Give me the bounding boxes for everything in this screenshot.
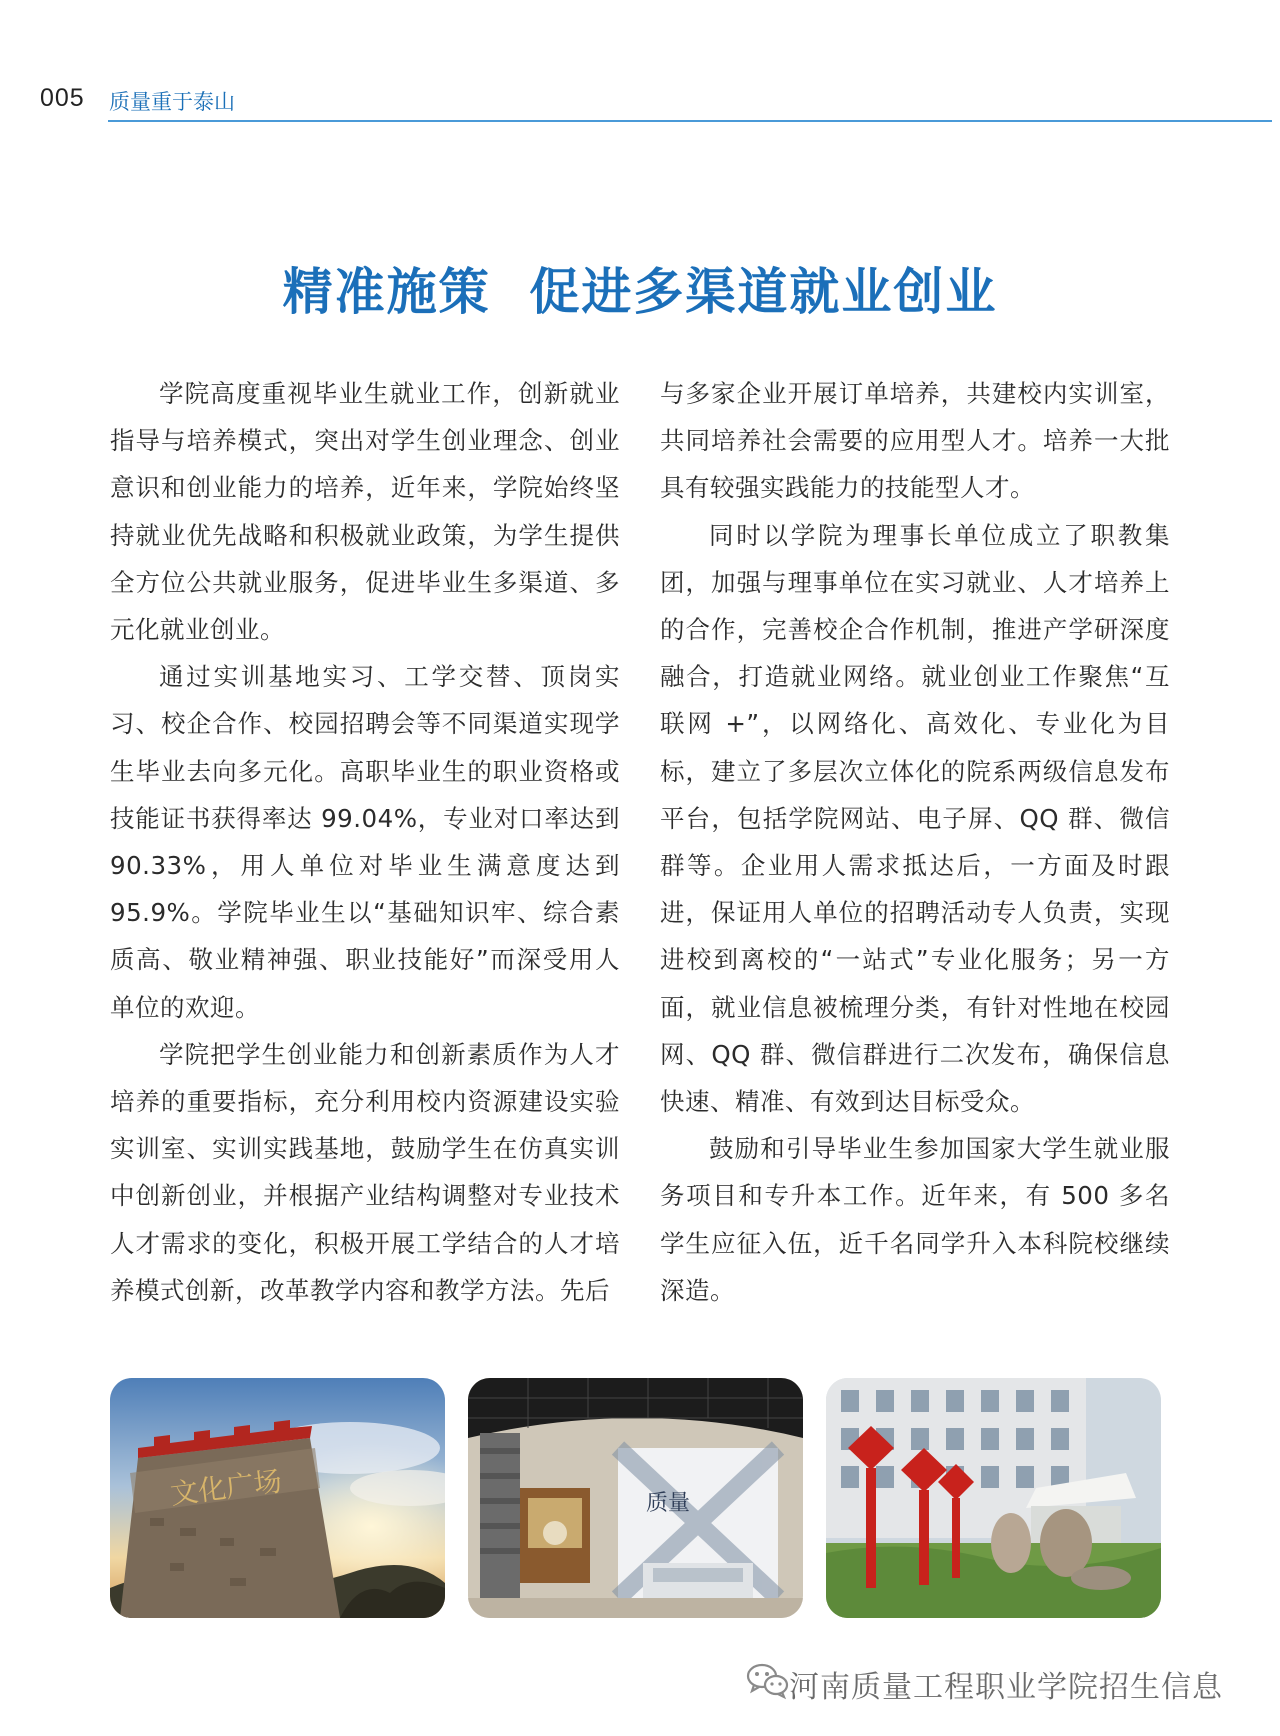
paragraph: 通过实训基地实习、工学交替、顶岗实习、校企合作、校园招聘会等不同渠道实现学生毕业去向多元化。高职毕业生的职业资格或技能证书获得率达 99.04%，专业对口率达到 90.33%，用人单位对毕业生满意度达到 95.9%。学院毕业生以“基础知识牢、综合素质高、敬业精神强、职业技能好”而深受用人单位的欢迎。 (110, 662, 620, 1022)
paragraph: 鼓励和引导毕业生参加国家大学生就业服务项目和专升本工作。近年来，有 500 多名学生应征入伍，近千名同学升入本科院校继续深造。 (660, 1134, 1170, 1305)
page-number: 005 (40, 84, 85, 112)
wechat-icon (745, 1660, 791, 1700)
paragraph: 同时以学院为理事长单位成立了职教集团，加强与理事单位在实习就业、人才培养上的合作，完善校企合作机制，推进产学研深度融合，打造就业网络。就业创业工作聚焦“互联网 +”，以网络化、高效化、专业化为目标，建立了多层次立体化的院系两级信息发布平台，包括学院网站、电子屏、QQ 群、微信群等。企业用人需求抵达后，一方面及时跟进，保证用人单位的招聘活动专人负责，实现进校到离校的“一站式”专业化服务；另一方面，就业信息被梳理分类，有针对性地在校园网、QQ 群、微信群进行二次发布，确保信息快速、精准、有效到达目标受众。 (660, 520, 1170, 1117)
culture-square-sign: 文化广场 (168, 1464, 284, 1511)
section-name: 质量重于泰山 (109, 90, 235, 114)
paragraph: 学院高度重视毕业生就业工作，创新就业指导与培养模式，突出对学生创业理念、创业意识和创业能力的培养，近年来，学院始终坚持就业优先战略和积极就业政策，为学生提供全方位公共就业服务，促进毕业生多渠道、多元化就业创业。 (110, 379, 620, 645)
header-rule (108, 120, 1272, 122)
culture-square-illustration (110, 1378, 445, 1618)
exhibition-hall-photo (468, 1378, 803, 1618)
paragraph: 学院把学生创业能力和创新素质作为人才培养的重要指标，充分利用校内资源建设实验实训室、实训实践基地，鼓励学生在仿真实训中创新创业，并根据产业结构调整对专业技术人才需求的变化，积极开展工学结合的人才培养模式创新，改革教学内容和教学方法。先后 (110, 1039, 620, 1305)
exhibit-board-text-left: 质量 (646, 1491, 691, 1516)
left-column (110, 370, 620, 1314)
campus-building-photo (826, 1378, 1161, 1618)
photo-strip (110, 1378, 1160, 1618)
right-column (660, 370, 1170, 1314)
culture-square-photo (110, 1378, 445, 1618)
watermark (745, 1658, 1245, 1705)
exhibition-hall-illustration (468, 1378, 803, 1618)
watermark-text: 河南质量工程职业学院招生信息 (789, 1670, 1223, 1705)
page-header (40, 78, 1272, 118)
article-title: 精准施策 促进多渠道就业创业 (282, 263, 998, 321)
paragraph: 与多家企业开展订单培养，共建校内实训室，共同培养社会需要的应用型人才。培养一大批具有较强实践能力的技能型人才。 (660, 379, 1170, 503)
campus-building-illustration (826, 1378, 1161, 1618)
